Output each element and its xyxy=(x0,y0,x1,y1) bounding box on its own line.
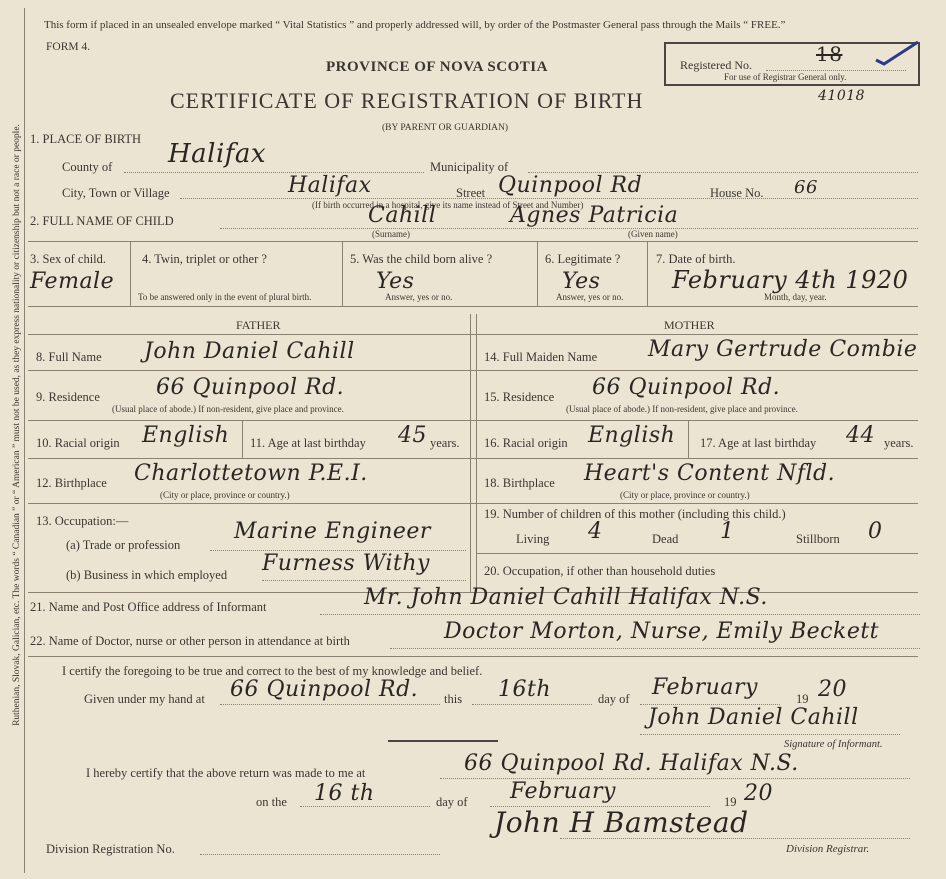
parents-row-border xyxy=(28,503,918,504)
given-day-value: 16th xyxy=(498,677,552,702)
separator-rule xyxy=(388,740,498,742)
given-name-note: (Given name) xyxy=(628,229,678,239)
mother-birthplace-value: Heart's Content Nfld. xyxy=(584,461,836,486)
row3-divider xyxy=(647,241,648,306)
child-surname: Cahill xyxy=(368,203,437,228)
row3-divider xyxy=(537,241,538,306)
parents-row-border xyxy=(28,458,918,459)
side-margin-note: Ruthenian, Slovak, Galician, etc. The words “ Canadian ” or “ American ” must not be used, as they express nationality or citizenship but not a race or people. xyxy=(12,124,22,726)
father-age-years: years. xyxy=(430,436,460,450)
father-age-value: 45 xyxy=(398,423,427,448)
living-value: 4 xyxy=(588,519,603,544)
parents-center-divider xyxy=(476,314,477,592)
city-line xyxy=(180,198,918,199)
return-day-of-label: day of xyxy=(436,795,468,809)
informant-row-border xyxy=(28,656,918,657)
county-line xyxy=(124,172,424,173)
hospital-note: (If birth occurred in a hospital, give its name instead of Street and Number) xyxy=(312,200,584,210)
registrar-general-note: For use of Registrar General only. xyxy=(724,72,847,82)
parents-row-border xyxy=(28,334,918,335)
street-label: Street xyxy=(456,186,486,200)
mother-birthplace-label: 18. Birthplace xyxy=(484,476,555,490)
informant-line xyxy=(320,614,920,615)
mother-name-label: 14. Full Maiden Name xyxy=(484,350,598,364)
mother-children-label: 19. Number of children of this mother (including this child.) xyxy=(484,507,786,521)
father-residence-label: 9. Residence xyxy=(36,390,100,404)
child-name-line xyxy=(220,228,918,229)
return-day-line xyxy=(300,806,430,807)
date-of-birth-label: 7. Date of birth. xyxy=(656,252,736,266)
year-prefix: 19 xyxy=(796,692,809,706)
return-place-value: 66 Quinpool Rd. Halifax N.S. xyxy=(464,751,799,776)
living-label: Living xyxy=(516,532,550,546)
date-of-birth-note: Month, day, year. xyxy=(764,292,827,302)
registered-label: Registered No. xyxy=(680,58,752,72)
given-place-value: 66 Quinpool Rd. xyxy=(230,677,419,702)
sex-label: 3. Sex of child. xyxy=(30,252,107,266)
legitimate-label: 6. Legitimate ? xyxy=(545,252,621,266)
legitimate-note: Answer, yes or no. xyxy=(556,292,624,302)
certificate-title: CERTIFICATE OF REGISTRATION OF BIRTH xyxy=(170,88,644,113)
certificate-subtitle: (BY PARENT OR GUARDIAN) xyxy=(382,123,509,133)
house-number-label: House No. xyxy=(710,186,764,200)
father-age-label: 11. Age at last birthday xyxy=(250,436,366,450)
mother-racial-label: 16. Racial origin xyxy=(484,436,568,450)
this-label: this xyxy=(444,692,463,706)
father-business-label: (b) Business in which employed xyxy=(66,568,228,582)
registrar-signature: John H Bamstead xyxy=(494,806,749,839)
place-of-birth-label: 1. PLACE OF BIRTH xyxy=(30,132,142,146)
dead-value: 1 xyxy=(720,519,735,544)
parents-row-border xyxy=(28,370,918,371)
envelope-note: This form if placed in an unsealed envelope marked “ Vital Statistics ” and properly addressed will, by order of the Postmaster General pass through the Mails “ FREE.” xyxy=(44,19,786,31)
city-value: Halifax xyxy=(288,173,372,198)
return-year-value: 20 xyxy=(744,781,773,806)
sex-value: Female xyxy=(30,269,115,294)
father-occupation-label: 13. Occupation:— xyxy=(36,514,129,528)
street-value: Quinpool Rd xyxy=(498,173,643,198)
informant-value: Mr. John Daniel Cahill Halifax N.S. xyxy=(364,585,768,610)
signature-label: Signature of Informant. xyxy=(784,739,883,750)
province-heading: PROVINCE OF NOVA SCOTIA xyxy=(326,59,548,75)
given-place-line xyxy=(220,704,440,705)
legitimate-value: Yes xyxy=(562,269,601,294)
registrar-line xyxy=(560,838,910,839)
father-birthplace-label: 12. Birthplace xyxy=(36,476,107,490)
given-under-label: Given under my hand at xyxy=(84,692,205,706)
return-month-value: February xyxy=(510,779,616,804)
mother-residence-value: 66 Quinpool Rd. xyxy=(592,375,781,400)
father-birthplace-note: (City or place, province or country.) xyxy=(160,490,290,500)
born-alive-value: Yes xyxy=(376,269,415,294)
stillborn-label: Stillborn xyxy=(796,532,840,546)
mother-age-label: 17. Age at last birthday xyxy=(700,436,817,450)
father-trade-label: (a) Trade or profession xyxy=(66,538,181,552)
county-value: Halifax xyxy=(168,139,267,169)
division-registration-line xyxy=(200,854,440,855)
parents-center-divider xyxy=(470,314,471,592)
dead-label: Dead xyxy=(652,532,679,546)
return-year-prefix: 19 xyxy=(724,795,737,809)
parents-row-border xyxy=(28,420,918,421)
registrar-label: Division Registrar. xyxy=(786,843,870,855)
mother-heading: MOTHER xyxy=(664,318,715,332)
mother-residence-note: (Usual place of abode.) If non-resident, give place and province. xyxy=(566,404,798,414)
father-name-value: John Daniel Cahill xyxy=(144,339,355,364)
mother-age-years: years. xyxy=(884,436,914,450)
day-of-label: day of xyxy=(598,692,630,706)
division-registration-label: Division Registration No. xyxy=(46,842,175,856)
informant-label: 21. Name and Post Office address of Informant xyxy=(30,600,267,614)
return-day-value: 16 th xyxy=(314,781,375,806)
on-the-label: on the xyxy=(256,795,287,809)
mother-occupation-label: 20. Occupation, if other than household duties xyxy=(484,564,716,578)
house-number-value: 66 xyxy=(794,177,818,198)
mother-age-divider xyxy=(688,420,689,458)
return-label: I hereby certify that the above return was made to me at xyxy=(86,766,366,780)
city-label: City, Town or Village xyxy=(62,186,170,200)
doctor-value: Doctor Morton, Nurse, Emily Beckett xyxy=(444,619,880,644)
surname-note: (Surname) xyxy=(372,229,410,239)
check-mark-icon xyxy=(872,38,922,68)
left-margin-rule xyxy=(24,8,25,873)
mother-age-value: 44 xyxy=(846,423,875,448)
row3-divider xyxy=(342,241,343,306)
father-age-divider xyxy=(242,420,243,458)
born-alive-label: 5. Was the child born alive ? xyxy=(350,252,493,266)
father-heading: FATHER xyxy=(236,318,281,332)
row3-top-border xyxy=(28,241,918,242)
county-label: County of xyxy=(62,160,113,174)
mother-racial-value: English xyxy=(588,423,676,448)
mother-residence-label: 15. Residence xyxy=(484,390,555,404)
mother-children-border xyxy=(476,553,918,554)
given-year-value: 20 xyxy=(818,677,847,702)
doctor-line xyxy=(390,648,920,649)
mother-birthplace-note: (City or place, province or country.) xyxy=(620,490,750,500)
informant-signature: John Daniel Cahill xyxy=(648,705,859,730)
given-day-line xyxy=(472,704,592,705)
signature-line xyxy=(640,734,900,735)
father-business-value: Furness Withy xyxy=(262,551,430,576)
father-racial-value: English xyxy=(142,423,230,448)
child-given-name: Agnes Patricia xyxy=(510,203,679,228)
child-name-label: 2. FULL NAME OF CHILD xyxy=(30,214,174,228)
father-residence-note: (Usual place of abode.) If non-resident, give place and province. xyxy=(112,404,344,414)
twin-label: 4. Twin, triplet or other ? xyxy=(142,252,267,266)
born-alive-note: Answer, yes or no. xyxy=(385,292,453,302)
registration-stamp-number: 41018 xyxy=(818,88,866,104)
date-of-birth-value: February 4th 1920 xyxy=(672,266,909,294)
stillborn-value: 0 xyxy=(868,519,883,544)
father-racial-label: 10. Racial origin xyxy=(36,436,120,450)
twin-note: To be answered only in the event of plural birth. xyxy=(138,292,312,302)
father-trade-value: Marine Engineer xyxy=(234,519,431,544)
row3-divider xyxy=(130,241,131,306)
municipality-label: Municipality of xyxy=(430,160,509,174)
doctor-label: 22. Name of Doctor, nurse or other person in attendance at birth xyxy=(30,634,350,648)
registered-number: 18 xyxy=(816,42,843,66)
father-name-label: 8. Full Name xyxy=(36,350,102,364)
father-residence-value: 66 Quinpool Rd. xyxy=(156,375,345,400)
father-business-line xyxy=(262,580,466,581)
form-number: FORM 4. xyxy=(46,41,91,53)
father-birthplace-value: Charlottetown P.E.I. xyxy=(134,461,368,486)
registered-fill-line xyxy=(766,70,906,71)
mother-name-value: Mary Gertrude Combie xyxy=(648,337,918,362)
row3-bottom-border xyxy=(28,306,918,307)
given-month-value: February xyxy=(652,675,758,700)
certify-statement: I certify the foregoing to be true and correct to the best of my knowledge and belief. xyxy=(62,664,483,678)
